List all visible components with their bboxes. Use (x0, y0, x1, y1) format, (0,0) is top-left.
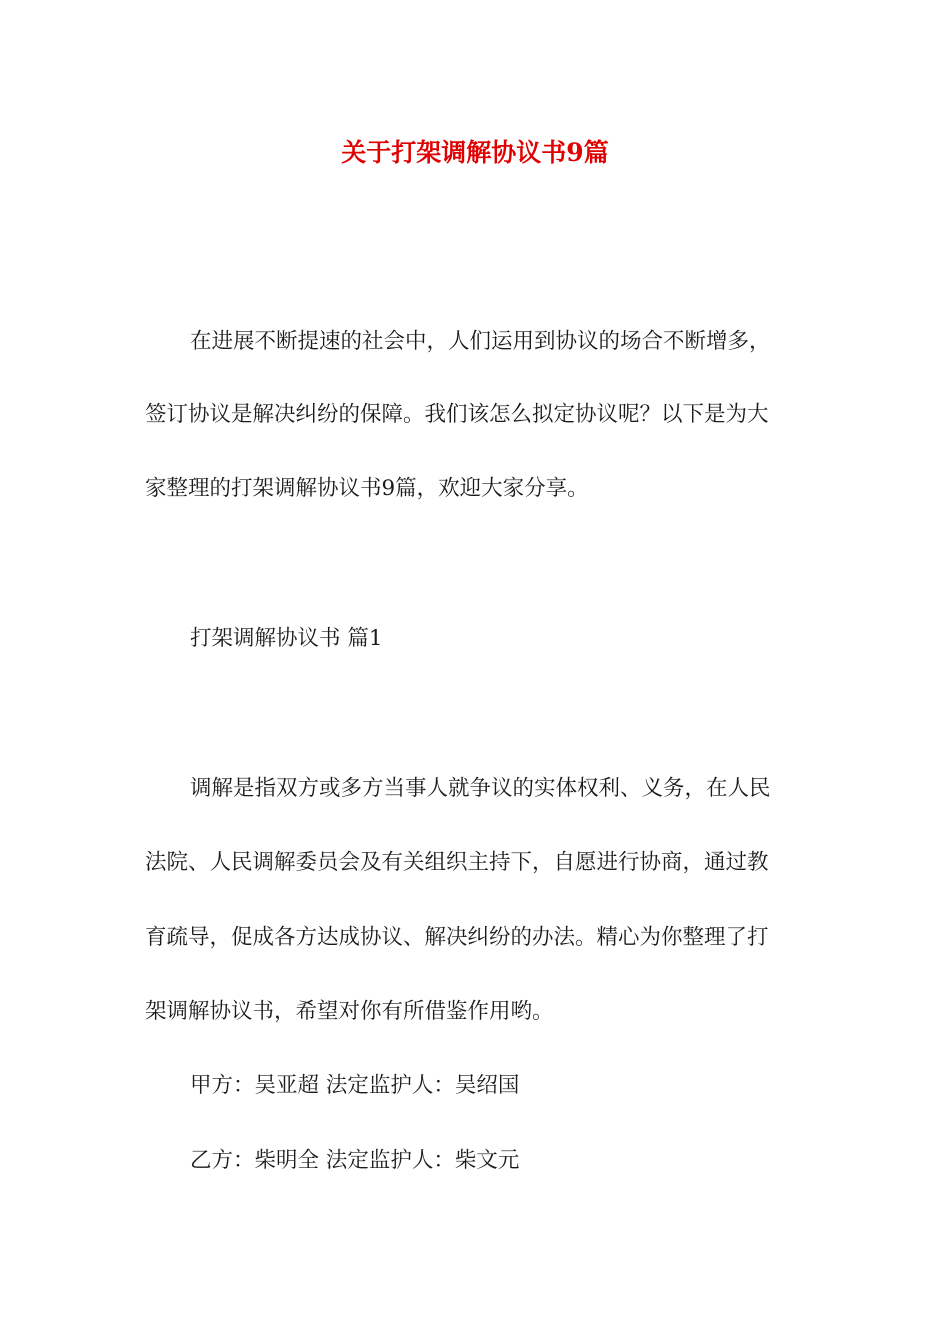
body-line-1: 调解是指双方或多方当事人就争议的实体权利、义务，在人民 (190, 776, 771, 801)
party-b-line: 乙方：柴明全 法定监护人：柴文元 (190, 1148, 520, 1173)
intro-line-2: 签订协议是解决纠纷的保障。我们该怎么拟定协议呢？以下是为大 (145, 402, 769, 427)
document-title: 关于打架调解协议书9篇 (341, 138, 609, 167)
body-line-3: 育疏导，促成各方达成协议、解决纠纷的办法。精心为你整理了打 (145, 925, 769, 950)
body-line-4: 架调解协议书，希望对你有所借鉴作用哟。 (145, 999, 554, 1024)
body-line-2: 法院、人民调解委员会及有关组织主持下，自愿进行协商，通过教 (145, 850, 769, 875)
intro-line-3: 家整理的打架调解协议书9篇，欢迎大家分享。 (145, 476, 589, 501)
party-a-line: 甲方：吴亚超 法定监护人：吴绍国 (190, 1073, 520, 1098)
section-heading: 打架调解协议书 篇1 (190, 626, 383, 651)
intro-line-1: 在进展不断提速的社会中，人们运用到协议的场合不断增多， (190, 329, 771, 354)
